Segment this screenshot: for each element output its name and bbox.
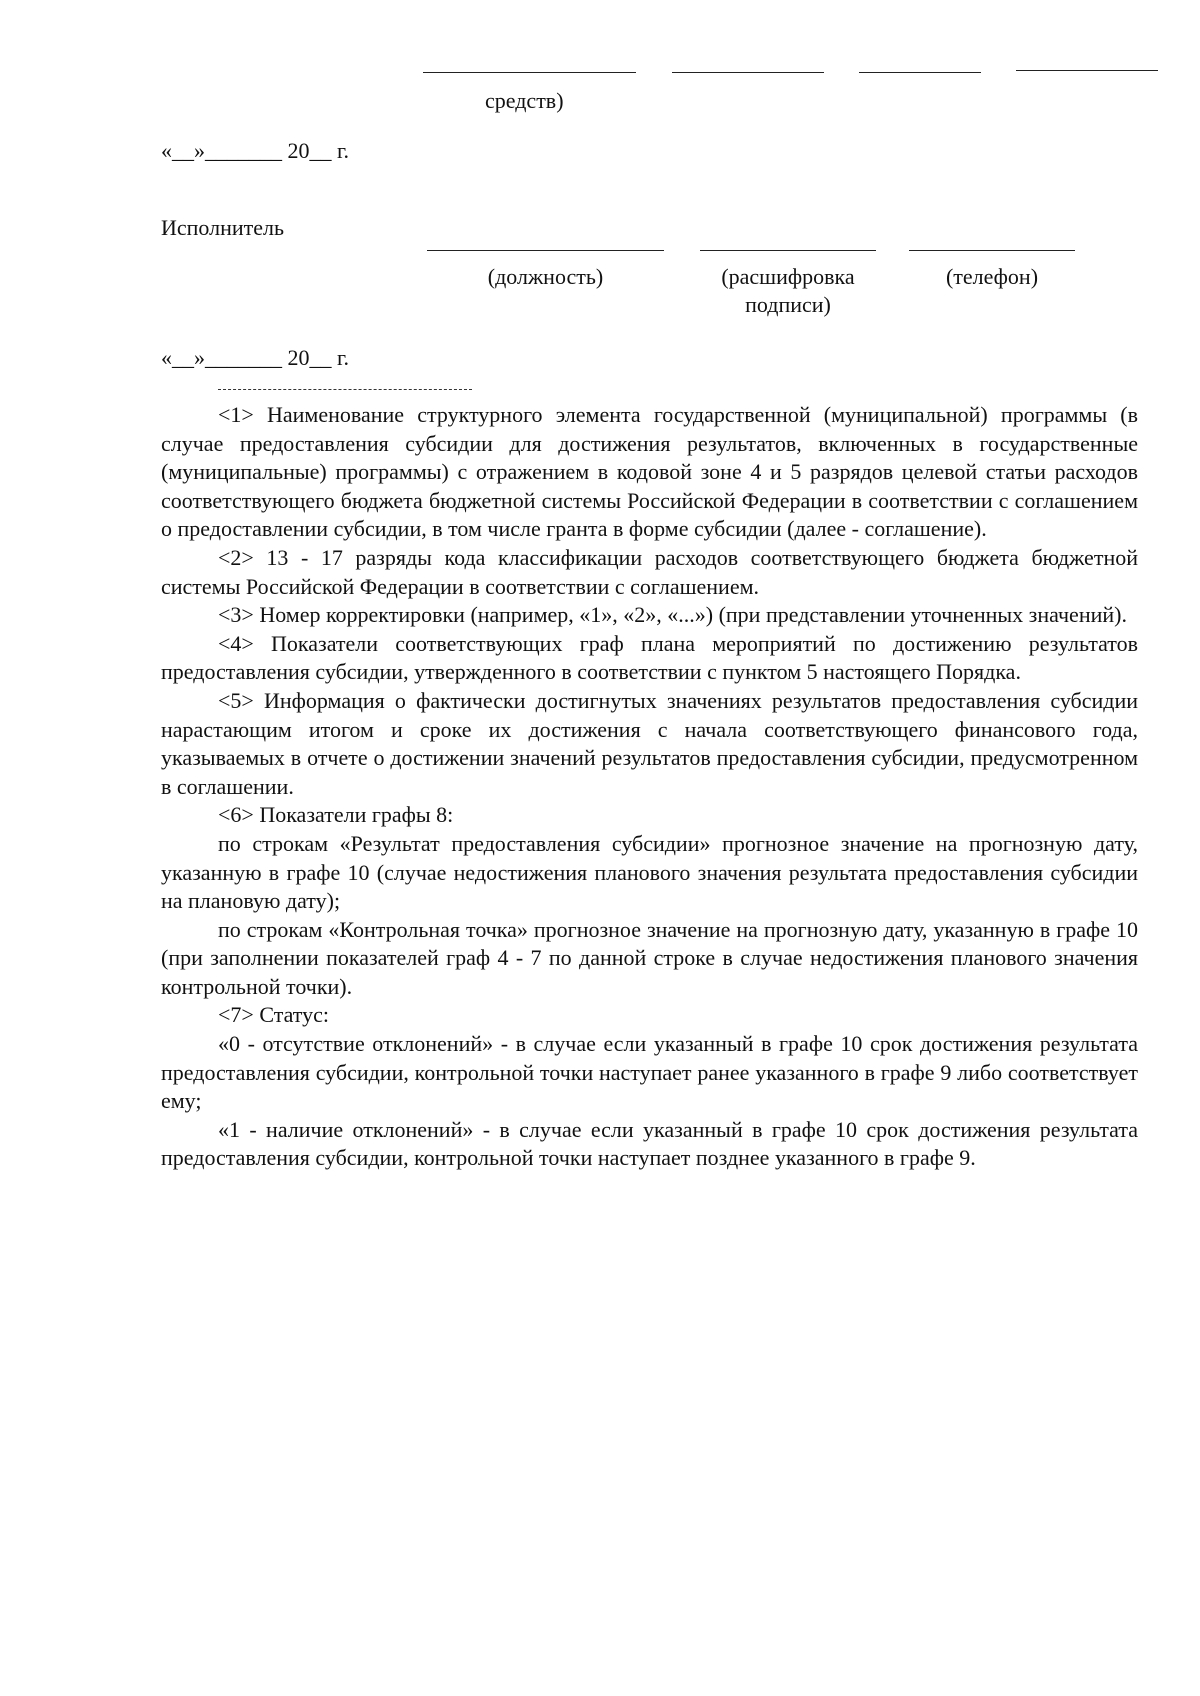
footnote-separator [218,389,472,390]
footnote-2: <2> 13 - 17 разряды кода классификации расходов соответствующего бюджета бюджетной системы Российской Федерации в соответствии с соглашением. [161,544,1138,599]
footnote-7-heading: <7> Статус: [218,1002,329,1028]
top-signature-line-1 [423,72,636,73]
funds-caption: средств) [485,88,564,113]
signature-decoding-line [700,250,876,251]
executor-label: Исполнитель [161,215,285,240]
footnote-6-heading: <6> Показатели графы 8: [218,802,454,828]
footnote-6-checkpoint-rows: по строкам «Контрольная точка» прогнозное значение на прогнозную дату, указанную в графе 10 (при заполнении показателей граф 4 - 7 по данной строке в случае недостижения планового значения контрольной точки). [161,916,1138,999]
footnote-4: <4> Показатели соответствующих граф плана мероприятий по достижению результатов предоставления субсидии, утвержденного в соответствии с пунктом 5 настоящего Порядка. [161,630,1138,685]
date-line-second: «__»_______ 20__ г. [161,345,350,370]
position-caption: (должность) [487,264,604,289]
footnote-1: <1> Наименование структурного элемента государственной (муниципальной) программы (в случае предоставления субсидии для достижения результатов, включенных в государственные (муниципальные) программы) с отражением в кодовой зоне 4 и 5 разрядов целевой статьи расходов соответствующего бюджета бюджетной системы Российской Федерации в соответствии с соглашением о предоставлении субсидии, в том числе гранта в форме субсидии (далее - соглашение). [161,402,1138,542]
phone-line [909,250,1075,251]
footnote-7-status-0: «0 - отсутствие отклонений» - в случае если указанный в графе 10 срок достижения результата предоставления субсидии, контрольной точки наступает ранее указанного в графе 9 либо соответствует ему; [161,1031,1138,1114]
footnote-3: <3> Номер корректировки (например, «1», «2», «...») (при представлении уточненных значений). [218,602,1127,628]
signature-decoding-caption-line2: подписи) [745,292,831,317]
top-signature-line-2 [672,72,824,73]
position-line [427,250,664,251]
footnote-6-result-rows: по строкам «Результат предоставления субсидии» прогнозное значение на прогнозную дату, указанную в графе 10 (случае недостижения планового значения результата предоставления субсидии на плановую дату); [161,830,1138,914]
top-signature-line-3 [859,72,981,73]
footnote-5: <5> Информация о фактически достигнутых значениях результатов предоставления субсидии нарастающим итогом и сроке их достижения с начала соответствующего финансового года, указываемых в отчете о достижении значений результатов предоставления субсидии, предусмотренном в соглашении. [161,687,1138,799]
top-signature-line-4 [1016,70,1158,71]
footnotes-block [161,401,1138,1173]
phone-caption: (телефон) [945,264,1039,289]
footnote-7-status-1: «1 - наличие отклонений» - в случае если указанный в графе 10 срок достижения результата предоставления субсидии, контрольной точки наступает позднее указанного в графе 9. [161,1116,1138,1171]
signature-decoding-caption-line1: (расшифровка [721,264,855,289]
date-line-first: «__»_______ 20__ г. [161,138,350,163]
